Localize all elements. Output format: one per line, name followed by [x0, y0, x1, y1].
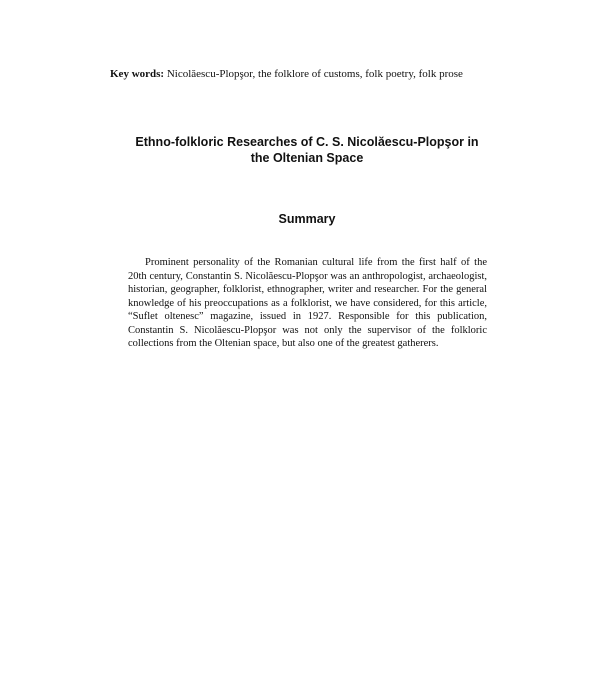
article-title-line-2: the Oltenian Space — [250, 151, 364, 165]
keywords-line — [110, 68, 530, 81]
summary-paragraph: Prominent personality of the Romanian cultural life from the first half of the 20th century, Constantin S. Nicolăescu-Plopşor was an anthropologist, archaeologist, historian, geographer, folklorist, ethnographer, writer and researcher. For the general knowledge of his preoccupations as a folklorist, we have considered, for this article, “Suflet oltenesc” magazine, issued in 1927. Responsible for this publication, Constantin S. Nicolăescu-Plopşor was not only the supervisor of the folkloric collections from the Oltenian space, but also one of the greatest gatherers. — [128, 257, 487, 349]
article-title — [100, 134, 514, 166]
summary-heading: Summary — [278, 212, 336, 226]
article-title-line-1: Ethno-folkloric Researches of C. S. Nicolăescu-Plopşor in — [135, 135, 479, 149]
keywords-text: Nicolăescu-Plopşor, the folklore of customs, folk poetry, folk prose — [164, 68, 463, 80]
keywords-label: Key words: — [110, 68, 165, 80]
